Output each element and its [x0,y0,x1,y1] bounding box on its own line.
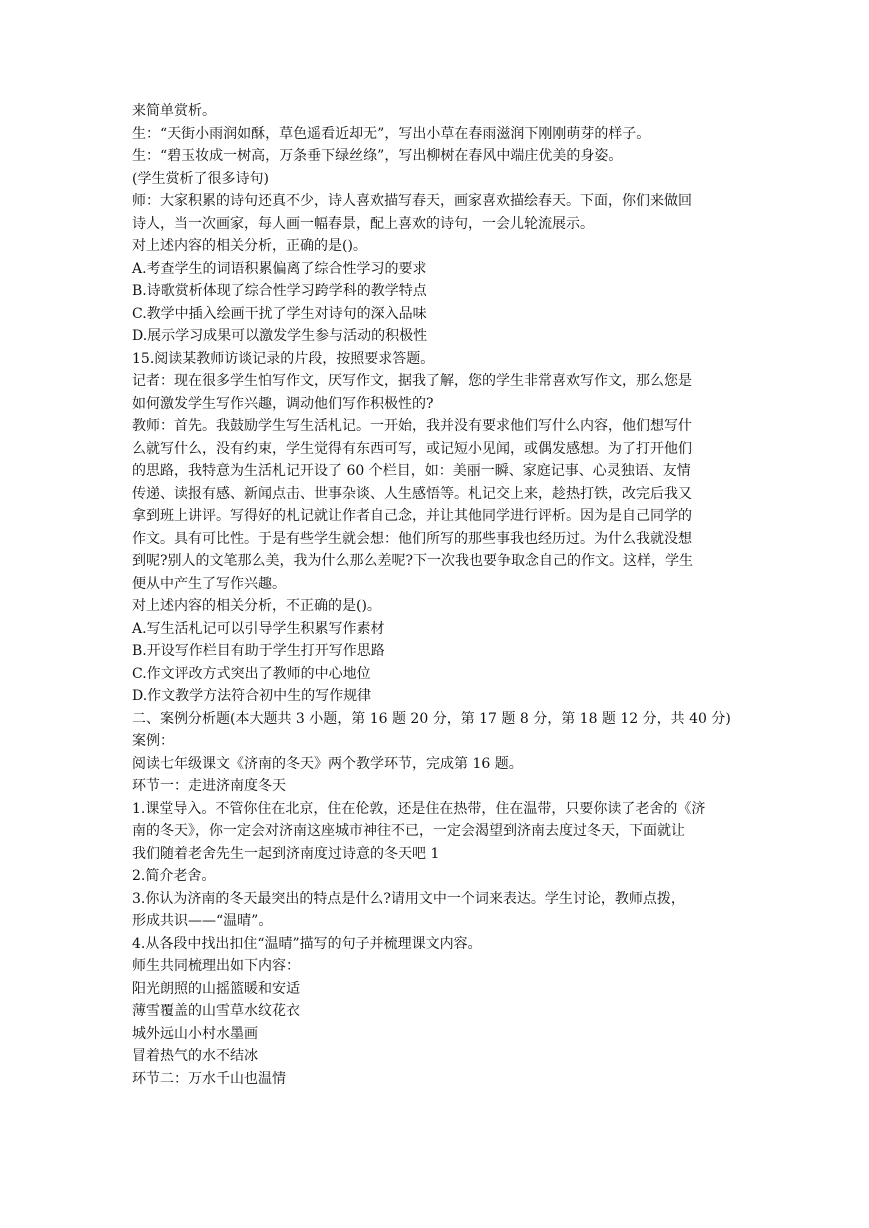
text-line: 么就写什么，没有约束，学生觉得有东西可写，或记短小见闻，或偶发感想。为了打开他们 [132,440,692,457]
text-line: 1.课堂导入。不管你住在北京，住在伦敦，还是住在热带，住在温带，只要你读了老舍的《济 [132,800,706,817]
answer-option-a: A.考查学生的词语积累偏离了综合性学习的要求 [132,260,427,277]
text-line: 阅读七年级课文《济南的冬天》两个教学环节，完成第 16 题。 [132,755,523,772]
text-line: 的思路，我特意为生活札记开设了 60 个栏目，如：美丽一瞬、家庭记事、心灵独语、友情 [132,463,691,479]
text-line: 南的冬天》，你一定会对济南这座城市神往不已，一定会渴望到济南去度过冬天，下面就让 [132,823,685,839]
text-line: 传递、读报有感、新闻点击、世事杂谈、人生感悟等。札记交上来，趁热打铁，改完后我又 [132,485,692,502]
text-line: 案例： [132,733,174,749]
answer-option-b: B.诗歌赏析体现了综合性学习跨学科的教学特点 [132,283,427,299]
answer-option-a: A.写生活札记可以引导学生积累写作素材 [132,620,385,637]
answer-option-c: C.教学中插入绘画干扰了学生对诗句的深入品味 [132,305,427,322]
text-line: 到呢?别人的文笔那么美，我为什么那么差呢?下一次我也要争取念自己的作文。这样，学生 [132,553,694,569]
text-line: 师生共同梳理出如下内容： [132,958,300,974]
document-body [132,100,740,1090]
text-line: 记者：现在很多学生怕写作文，厌写作文，据我了解，您的学生非常喜欢写作文，那么您是 [132,373,692,389]
text-line: 4.从各段中找出扣住“温晴”描写的句子并梳理课文内容。 [132,935,482,952]
list-item: 薄雪覆盖的山雪草水纹花衣 [132,1003,300,1019]
subsection-heading: 环节二：万水千山也温情 [132,1070,286,1087]
subsection-heading: 环节一：走进济南度冬天 [132,778,286,794]
section-heading: 二、案例分析题(本大题共 3 小题，第 16 题 20 分，第 17 题 8 分，第 18 题 12 分，共 40 分) [132,710,731,727]
text-line: 形成共识——“温晴”。 [132,913,273,929]
answer-option-d: D.作文教学方法符合初中生的写作规律 [132,688,372,704]
text-line: 师：大家积累的诗句还真不少，诗人喜欢描写春天，画家喜欢描绘春天。下面，你们来做回 [132,193,692,209]
text-line: 来简单赏析。 [132,103,216,119]
question-stem: 对上述内容的相关分析，正确的是()。 [132,238,367,254]
list-item: 阳光朗照的山摇篮暖和安适 [132,980,300,997]
list-item: 冒着热气的水不结冰 [132,1048,258,1064]
text-line: 生：“天街小雨润如酥，草色遥看近却无”，写出小草在春雨滋润下刚刚萌芽的样子。 [132,125,651,142]
list-item: 城外远山小村水墨画 [132,1025,258,1042]
text-line: 拿到班上讲评。写得好的札记就让作者自己念，并让其他同学进行评析。因为是自己同学的 [132,508,692,524]
text-line: 3.你认为济南的冬天最突出的特点是什么?请用文中一个词来表达。学生讨论，教师点拨， [132,890,685,907]
text-line: 诗人，当一次画家，每人画一幅春景，配上喜欢的诗句，一会儿轮流展示。 [132,215,594,232]
text-line: 2.简介老舍。 [132,868,216,884]
question-heading: 15.阅读某教师访谈记录的片段，按照要求答题。 [132,350,435,367]
text-line: 作文。具有可比性。于是有些学生就会想：他们所写的那些事我也经历过。为什么我就没想 [132,530,692,547]
text-line: 教师：首先。我鼓励学生写生活札记。一开始，我并没有要求他们写什么内容，他们想写什 [132,418,692,434]
text-line: 生：“碧玉妆成一树高，万条垂下绿丝绦”，写出柳树在春风中端庄优美的身姿。 [132,148,623,164]
answer-option-d: D.展示学习成果可以激发学生参与活动的积极性 [132,328,428,344]
text-line: 如何激发学生写作兴趣，调动他们写作积极性的? [132,395,434,412]
answer-option-b: B.开设写作栏目有助于学生打开写作思路 [132,643,385,659]
text-line: (学生赏析了很多诗句) [132,170,269,187]
text-line: 我们随着老舍先生一起到济南度过诗意的冬天吧 1 [132,845,440,862]
text-line: 便从中产生了写作兴趣。 [132,575,286,592]
answer-option-c: C.作文评改方式突出了教师的中心地位 [132,665,371,682]
question-stem: 对上述内容的相关分析，不正确的是()。 [132,598,381,614]
